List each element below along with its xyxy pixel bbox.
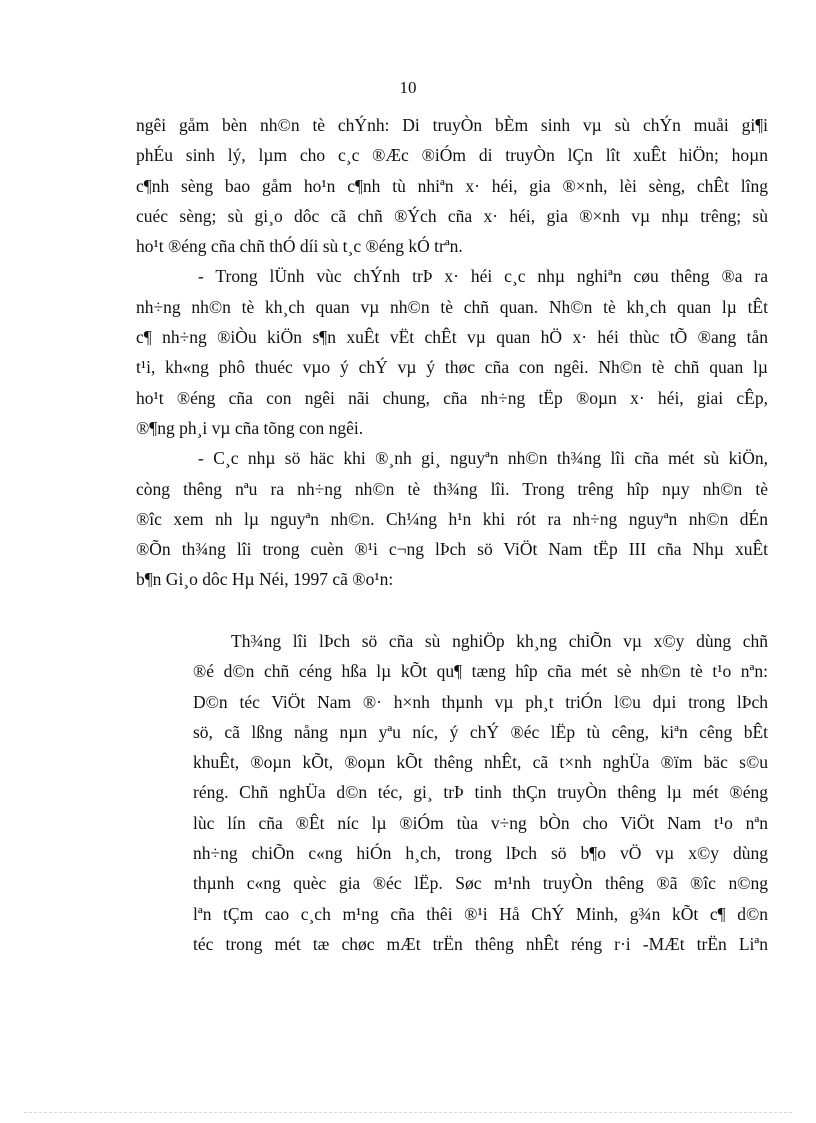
quote-line: thµnh c«ng quèc gia ®éc lËp. Søc m¹nh truyÒn thêng ®ã ®îc n©ng bbox=[193, 873, 768, 894]
quote-line: D©n téc ViÖt Nam ®· h×nh thµnh vµ ph¸t triÓn l©u dµi trong lÞch bbox=[193, 691, 768, 712]
text-line: ®îc xem nh lµ nguyªn nh©n. Ch¼ng h¹n khi rót ra nh÷ng nguyªn nh©n dÉn bbox=[136, 508, 768, 529]
page-bottom-divider bbox=[24, 1112, 792, 1113]
quote-line: nh÷ng chiÕn c«ng hiÓn h¸ch, trong lÞch sö b¶o vÖ vµ x©y dùng bbox=[193, 843, 768, 864]
text-line: b¶n Gi¸o dôc Hµ Néi, 1997 cã ®o¹n: bbox=[136, 569, 394, 590]
text-line: ho¹t ®éng cña con ngêi nãi chung, cña nh÷ng tËp ®oµn x· héi, giai cÊp, bbox=[136, 387, 768, 408]
text-line: - Trong lÜnh vùc chÝnh trÞ x· héi c¸c nhµ nghiªn cøu thêng ®a ra bbox=[198, 266, 768, 287]
quote-line: lùc lín cña ®Êt níc lµ ®iÓm tùa v÷ng bÒn cho ViÖt Nam t¹o nªn bbox=[193, 812, 768, 833]
text-line: ho¹t ®éng cña chñ thÓ díi sù t¸c ®éng kÓ trªn. bbox=[136, 236, 463, 257]
text-line: còng thêng nªu ra nh÷ng nh©n tè th¾ng lîi. Trong trêng hîp nµy nh©n tè bbox=[136, 478, 768, 499]
text-line: c¶ nh÷ng ®iÒu kiÖn s¶n xuÊt vËt chÊt vµ quan hÖ x· héi thùc tÕ ®ang tån bbox=[136, 327, 768, 348]
quote-line: réng. Chñ nghÜa d©n téc, gi¸ trÞ tinh thÇn truyÒn thêng lµ mét ®éng bbox=[193, 782, 768, 803]
quote-line: sö, cã lßng nång nµn yªu níc, ý chÝ ®éc lËp tù cêng, kiªn cêng bÊt bbox=[193, 721, 768, 742]
text-line: phÉu sinh lý, lµm cho c¸c ®Æc ®iÓm di truyÒn lÇn lît xuÊt hiÖn; hoµn bbox=[136, 145, 768, 166]
page-number: 10 bbox=[399, 78, 417, 97]
text-line: ngêi gåm bèn nh©n tè chÝnh: Di truyÒn bÈm sinh vµ sù chÝn muåi gi¶i bbox=[136, 115, 768, 135]
text-line: cuéc sèng; sù gi¸o dôc cã chñ ®Ých cña x· héi, gia ®×nh vµ nhµ trêng; sù bbox=[136, 205, 768, 226]
quote-line: ®é d©n chñ céng hßa lµ kÕt qu¶ tæng hîp cña mét sè nh©n tè t¹o nªn: bbox=[193, 661, 768, 682]
text-line: nh÷ng nh©n tè kh¸ch quan vµ nh©n tè chñ quan. Nh©n tè kh¸ch quan lµ tÊt bbox=[136, 296, 768, 317]
quote-line: lªn tÇm cao c¸ch m¹ng cña thêi ®¹i Hå ChÝ Minh, g¾n kÕt c¶ d©n bbox=[193, 903, 768, 924]
body-text bbox=[136, 110, 768, 595]
text-line: ®Õn th¾ng lîi trong cuèn ®¹i c¬ng lÞch sö ViÖt Nam tËp III cña Nhµ xuÊt bbox=[136, 539, 768, 560]
text-line: c¶nh sèng bao gåm ho¹n c¶nh tù nhiªn x· héi, gia ®×nh, lèi sèng, chÊt lîng bbox=[136, 175, 768, 196]
text-line: - C¸c nhµ sö häc khi ®¸nh gi¸ nguyªn nh©n th¾ng lîi cña mét sù kiÖn, bbox=[198, 448, 768, 469]
quote-line: khuÊt, ®oµn kÕt, ®oµn kÕt thêng nhÊt, cã t×nh nghÜa ®ïm bäc s©u bbox=[193, 752, 768, 773]
quote-line: téc trong mét tæ chøc mÆt trËn thêng nhÊt réng r·i -MÆt trËn Liªn bbox=[193, 933, 768, 954]
text-line: t¹i, kh«ng phô thuéc vµo ý chÝ vµ ý thøc cña con ngêi. Nh©n tè chñ quan lµ bbox=[136, 357, 768, 378]
block-quote bbox=[193, 626, 768, 959]
quote-line: Th¾ng lîi lÞch sö cña sù nghiÖp kh¸ng chiÕn vµ x©y dùng chñ bbox=[231, 631, 768, 651]
text-line: ®¶ng ph¸i vµ cña tõng con ngêi. bbox=[136, 417, 364, 438]
